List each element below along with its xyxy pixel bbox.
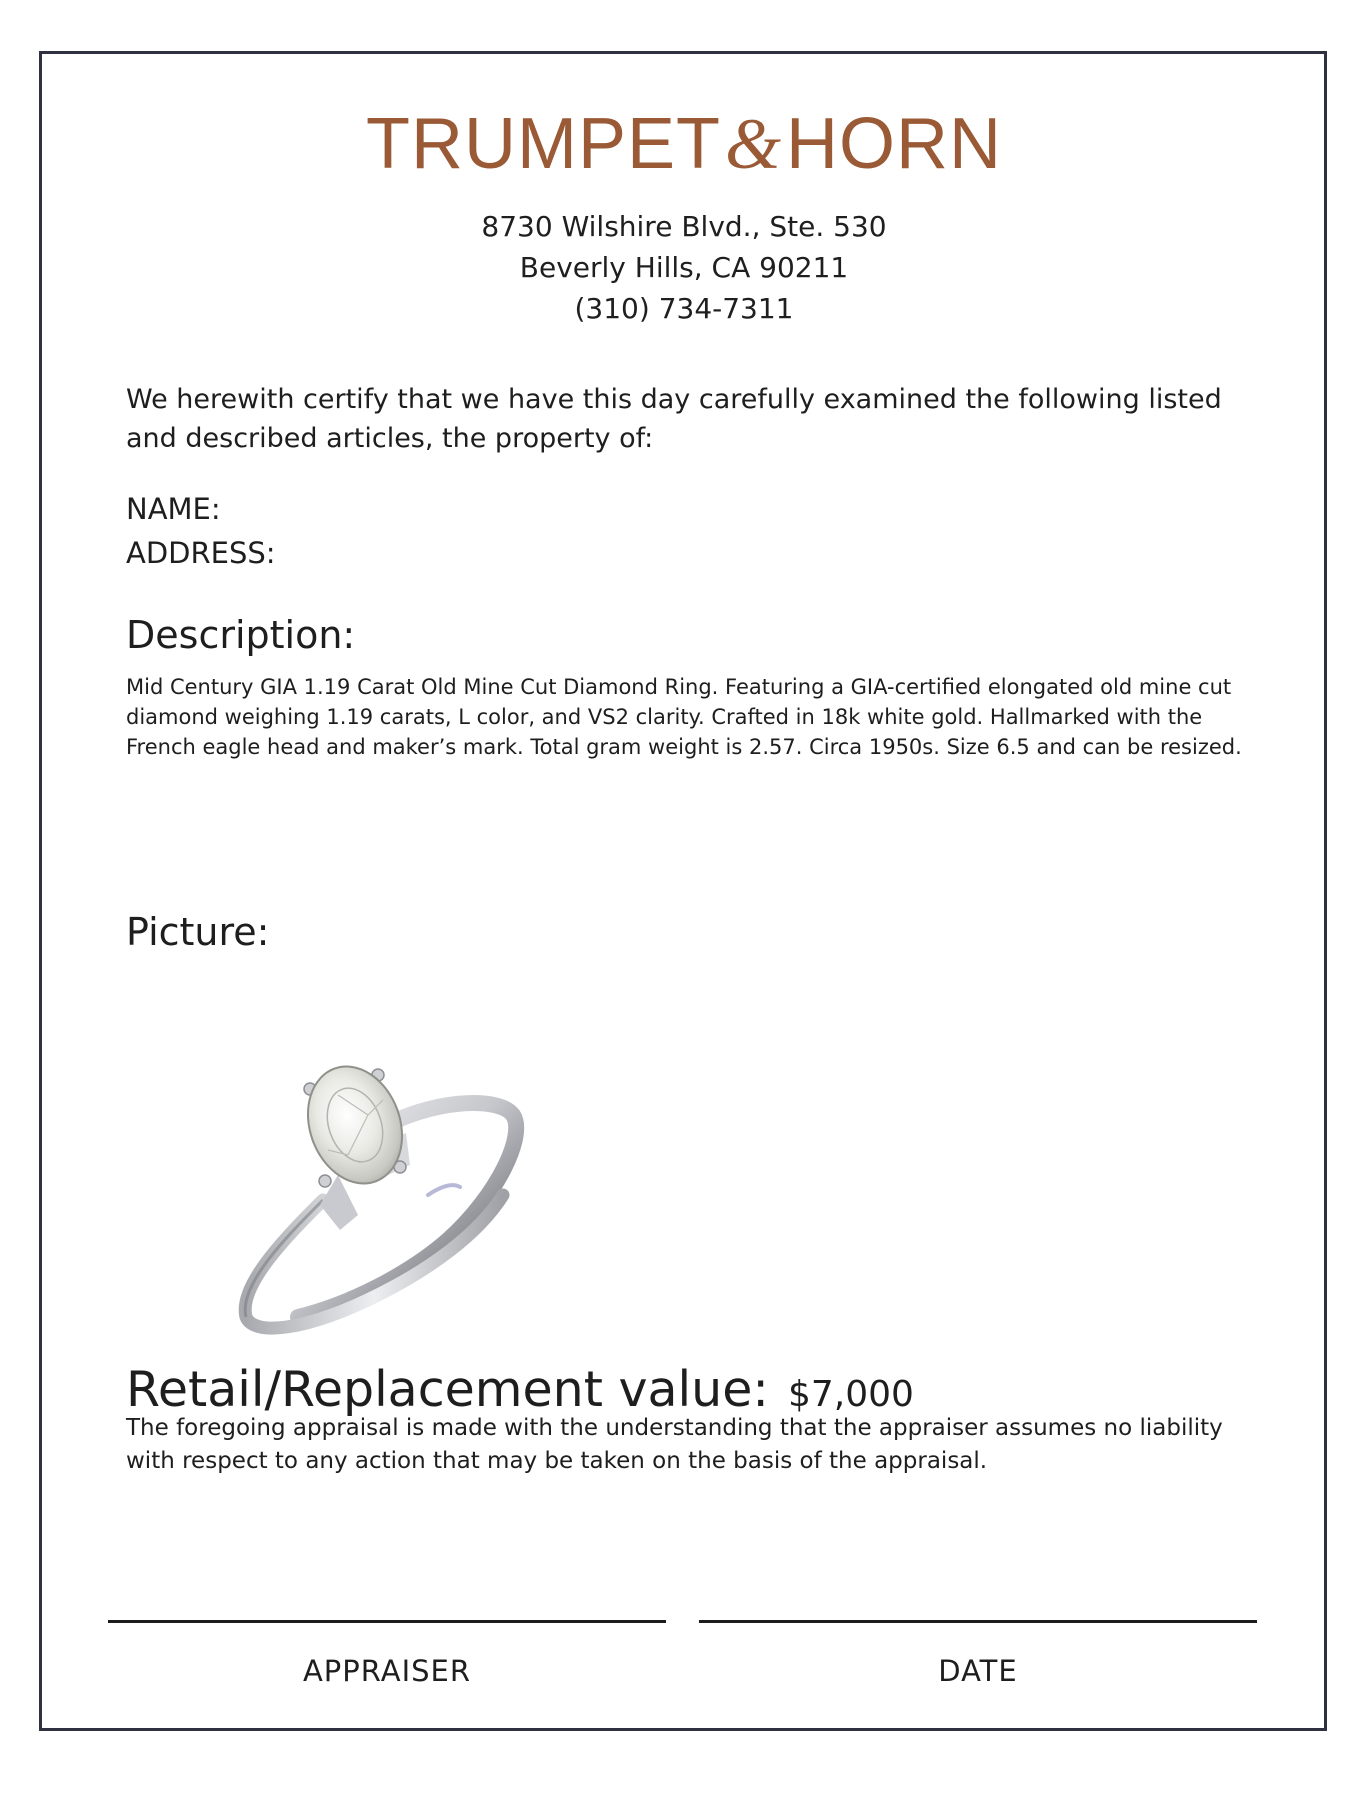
diamond-ring-image xyxy=(228,1055,548,1340)
phone-number: (310) 734-7311 xyxy=(574,292,794,325)
appraiser-signature-line xyxy=(108,1620,666,1623)
description-text: Mid Century GIA 1.19 Carat Old Mine Cut Diamond Ring. Featuring a GIA-certified elongated old mine cut diamond weighing 1.19 carats, L color, and VS2 clarity. Crafted in 18k white gold. Hallmarked with the French eagle head and maker’s mark. Total gram weight is 2.57. Circa 1950s. Size 6.5 and can be resized. xyxy=(126,675,1242,759)
valuation-line xyxy=(126,1361,914,1418)
certification-statement: We herewith certify that we have this day carefully examined the following listed and described articles, the property of: xyxy=(126,384,1222,454)
logo-word-trumpet: TRUMPET xyxy=(366,104,721,184)
logo-word-horn: HORN xyxy=(786,104,1002,184)
liability-disclaimer: The foregoing appraisal is made with the understanding that the appraiser assumes no liability with respect to any action that may be taken on the basis of the appraisal. xyxy=(126,1415,1223,1474)
owner-address-label: ADDRESS: xyxy=(126,536,276,570)
brand-logo xyxy=(0,104,1368,184)
appraiser-label: APPRAISER xyxy=(302,1654,472,1688)
date-signature-line xyxy=(699,1620,1257,1623)
owner-name-label: NAME: xyxy=(126,492,221,526)
valuation-label: Retail/Replacement value: xyxy=(126,1361,769,1418)
date-label: DATE xyxy=(938,1654,1018,1688)
address-city: Beverly Hills, CA 90211 xyxy=(519,251,849,284)
logo-ampersand: & xyxy=(724,104,782,184)
description-title: Description: xyxy=(126,613,356,657)
picture-title: Picture: xyxy=(126,910,270,954)
valuation-amount: $7,000 xyxy=(787,1374,914,1415)
address-street: 8730 Wilshire Blvd., Ste. 530 xyxy=(481,210,887,243)
